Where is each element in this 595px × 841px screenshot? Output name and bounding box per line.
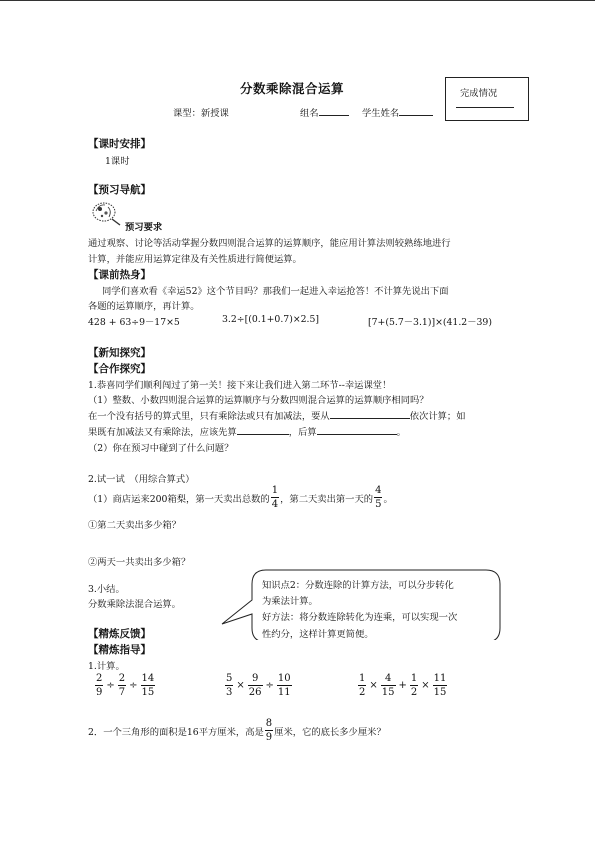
course-type: 课型：新授课 (173, 108, 229, 119)
calc2-operator-2: ÷ (265, 680, 274, 691)
explore-para-4-text-c: 。 (396, 427, 406, 438)
practice-item-1: 1.计算。 (88, 661, 125, 672)
completion-status-label: 完成情况 (460, 88, 498, 99)
preview-line-2: 计算，并能应用运算定律及有关性质进行简便运算。 (88, 254, 302, 265)
explore-para-4-text-a: 果既有加减法又有乘除法，应该先算 (88, 427, 237, 438)
practice-heading: 【精炼反馈】 (88, 628, 151, 640)
practice-item-2-text-b: 厘米，它的底长多少厘米？ (274, 726, 386, 738)
completion-status-box (445, 77, 529, 121)
callout-line-3: 好方法：将分数连除转化为连乘，可以实现一次 (262, 612, 458, 623)
warmup-heading: 【课前热身】 (88, 269, 151, 281)
calc3-fraction-a: $\frac{1}{2}$ (359, 673, 366, 698)
calc1-fraction-a: $\frac{2}{9}$ (96, 673, 103, 698)
practice-subheading: 【精炼指导】 (88, 644, 151, 656)
knowledge-callout (218, 568, 503, 640)
warmup-expression-1: 428 + 63÷9－17×5 (88, 317, 180, 328)
try-it-heading: 2.试一试 （用综合算式） (88, 474, 195, 485)
calc3-fraction-c: $\frac{1}{2}$ (410, 673, 418, 698)
magnifier-illustration-icon (90, 199, 124, 231)
student-name-label: 学生姓名 (362, 108, 400, 119)
explore-para-5: （2）你在预习中碰到了什么问题？ (88, 443, 234, 454)
summary-label: 3.小结。 (88, 584, 125, 595)
question-2: ②两天一共卖出多少箱？ (88, 557, 191, 568)
schedule-content: 1课时 (105, 156, 130, 167)
explore-para-3-text-a: 在一个没有括号的算式里，只有乘除法或只有加减法，要从 (88, 411, 330, 422)
explore-para-4-text-b: ，后算 (288, 427, 317, 438)
calc3-operator-3: × (421, 680, 430, 691)
completion-status-blank[interactable] (456, 107, 514, 108)
explore-para-2: （1）整数、小数四则混合运算的运算顺序与分数四则混合运算的运算顺序相同吗？ (88, 395, 429, 406)
calc3-fraction-b: $\frac{4}{15}$ (381, 673, 395, 698)
order-direction-blank[interactable] (330, 409, 410, 419)
calc3-fraction-d: $\frac{11}{15}$ (433, 673, 447, 698)
fraction-four-fifths: $\frac{4}{5}$ (375, 485, 382, 510)
explore-para-1: 1.恭喜同学们顺利闯过了第一关！接下来让我们进入第二环节--幸运课堂！ (88, 380, 392, 391)
warmup-expression-2: 3.2÷[(0.1+0.7)×2.5] (222, 314, 320, 325)
warmup-line-2: 各题的运算顺序，再计算。 (88, 301, 200, 312)
preview-line-1: 通过观察、讨论等活动掌握分数四则混合运算的运算顺序，能应用计算法则较熟练地进行 (88, 238, 451, 249)
first-calc-blank[interactable] (237, 425, 289, 435)
practice-item-2 (88, 718, 386, 743)
practice-item-2-text-a: 2．一个三角形的面积是16平方厘米，高是 (88, 726, 264, 738)
word-problem-1-text-b: ，第二天卖出第一天的 (280, 493, 374, 505)
page-title: 分数乘除混合运算 (240, 81, 345, 96)
fraction-one-quarter: $\frac{1}{4}$ (271, 485, 279, 510)
calc3-operator-2: + (398, 680, 407, 691)
warmup-line-1: 同学们喜欢看《幸运52》这个节目吗？那我们一起进入幸运抢答！不计算先说出下面 (102, 286, 449, 297)
explore-para-3 (88, 408, 466, 422)
word-problem-1-text-c: 。 (383, 493, 393, 505)
student-name-blank[interactable] (399, 106, 433, 116)
calc1-operator-1: ÷ (106, 680, 115, 691)
callout-line-1: 知识点2：分数连除的计算方法，可以分步转化 (262, 580, 454, 591)
group-name-field[interactable] (300, 105, 349, 119)
question-1: ①第二天卖出多少箱？ (88, 520, 181, 531)
calc1-fraction-b: $\frac{2}{7}$ (118, 673, 126, 698)
calc2-fraction-c: $\frac{10}{11}$ (277, 673, 291, 698)
calc3-operator-1: × (369, 680, 378, 691)
then-calc-blank[interactable] (317, 425, 397, 435)
schedule-heading: 【课时安排】 (88, 138, 151, 150)
word-problem-1 (88, 485, 393, 510)
group-name-blank[interactable] (319, 106, 349, 116)
preview-heading: 【预习导航】 (88, 184, 151, 196)
warmup-expression-3: [7+(5.7－3.1)]×(41.2－39) (368, 317, 492, 328)
calc2-fraction-b: $\frac{9}{26}$ (248, 673, 262, 698)
calc-expression-3 (357, 673, 448, 698)
preview-requirement-label: 预习要求 (125, 222, 163, 233)
summary-text: 分数乘除法混合运算。 (88, 599, 181, 610)
explore-subheading: 【合作探究】 (88, 363, 151, 375)
explore-heading: 【新知探究】 (88, 347, 151, 359)
explore-para-4 (88, 424, 406, 438)
calc-expression-2 (224, 673, 293, 698)
calc-expression-1 (94, 673, 156, 698)
calc1-fraction-c: $\frac{14}{15}$ (141, 673, 155, 698)
calc2-operator-1: × (236, 680, 245, 691)
top-border (0, 0, 595, 1)
calc2-fraction-a: $\frac{5}{3}$ (226, 673, 233, 698)
group-name-label: 组名 (300, 108, 319, 119)
callout-line-2: 为乘法计算。 (262, 596, 318, 607)
explore-para-3-text-b: 依次计算；如 (409, 411, 466, 422)
word-problem-1-text-a: （1）商店运来200箱梨，第一天卖出总数的 (88, 493, 270, 505)
callout-line-4: 性约分，这样计算更简便。 (262, 629, 374, 640)
student-name-field[interactable] (362, 105, 433, 119)
calc1-operator-2: ÷ (129, 680, 138, 691)
fraction-eight-ninths: $\frac{8}{9}$ (265, 718, 273, 743)
